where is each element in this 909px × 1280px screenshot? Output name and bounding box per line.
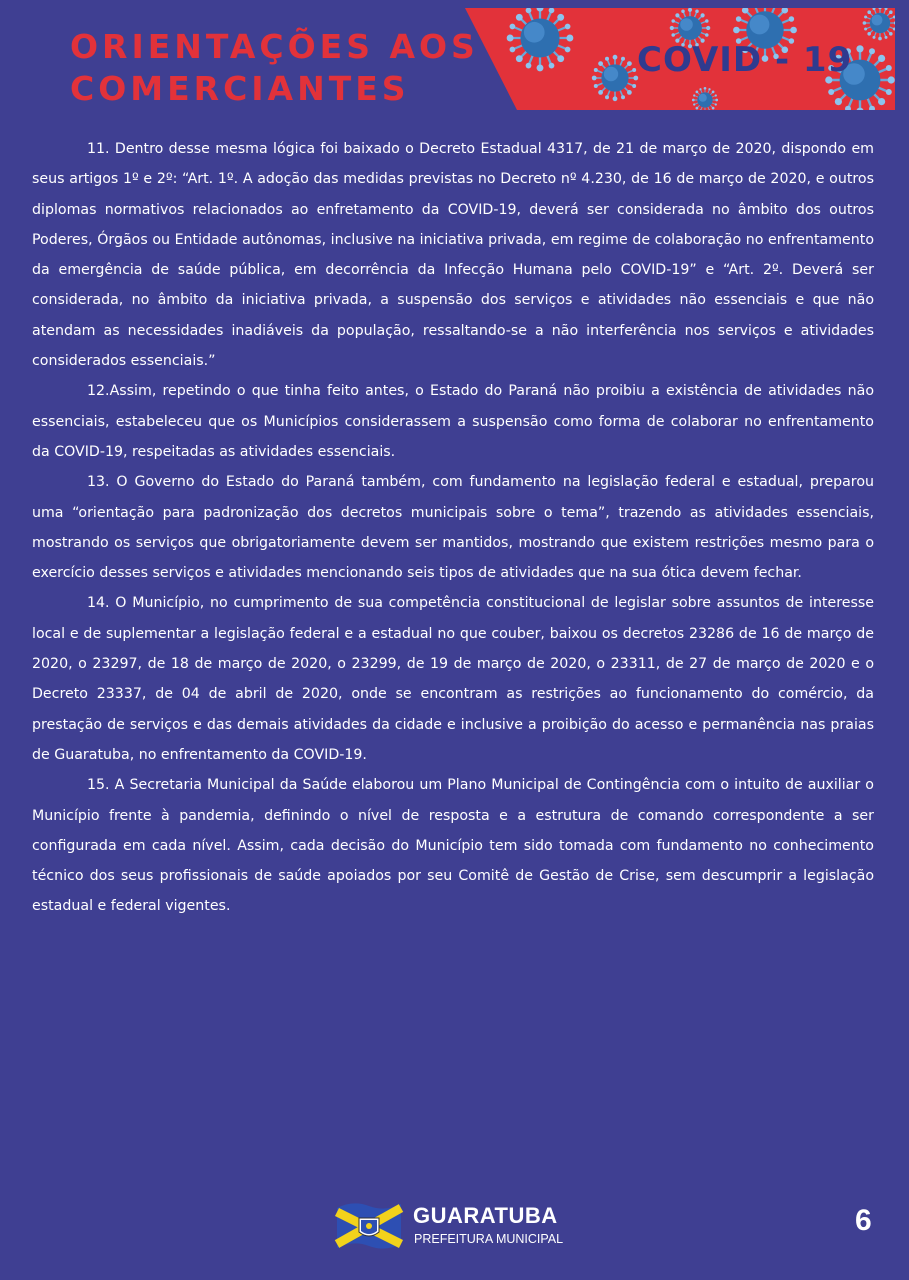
banner-covid-label: COVID - 19 bbox=[637, 40, 853, 80]
municipality-subtitle: PREFEITURA MUNICIPAL bbox=[414, 1232, 564, 1246]
guaratuba-flag-icon bbox=[333, 1198, 405, 1254]
document-body bbox=[32, 134, 874, 922]
title-line-1: ORIENTAÇÕES AOS bbox=[70, 27, 479, 66]
covid-banner bbox=[465, 8, 895, 110]
municipality-name: GUARATUBA bbox=[413, 1203, 558, 1228]
paragraph-12: 12.Assim, repetindo o que tinha feito antes, o Estado do Paraná não proibiu a existência de atividades não essenciais, estabeleceu que os Municípios considerassem a suspensão como forma de colaborar no enfrentamento da COVID-19, respeitadas as atividades essenciais. bbox=[32, 383, 874, 460]
paragraph-14: 14. O Município, no cumprimento de sua competência constitucional de legislar sobre assuntos de interesse local e de suplementar a legislação federal e a estadual no que couber, baixou os decretos 23286 de 16 de março de 2020, o 23297, de 18 de março de 2020, o 23299, de 19 de março de 2020, o 23311, de 27 de março de 2020 e o Decreto 23337, de 04 de abril de 2020, onde se encontram as restrições ao funcionamento do comércio, da prestação de serviços e das demais atividades da cidade e inclusive a proibição do acesso e permanência nas praias de Guaratuba, no enfrentamento da COVID-19. bbox=[32, 595, 874, 763]
page-title bbox=[70, 26, 479, 110]
title-line-2: COMERCIANTES bbox=[70, 69, 410, 108]
paragraph-11: 11. Dentro desse mesma lógica foi baixado o Decreto Estadual 4317, de 21 de março de 2020, dispondo em seus artigos 1º e 2º: “Art. 1º. A adoção das medidas previstas no Decreto nº 4.230, de 16 de março de 2020, e outros diplomas normativos relacionados ao enfretamento da COVID-19, deverá ser considerada no âmbito dos outros Poderes, Órgãos ou Entidade autônomas, inclusive na iniciativa privada, em regime de colaboração no enfrentamento da emergência de saúde pública, em decorrência da Infecção Humana pelo COVID-19” e “Art. 2º. Deverá ser considerada, no âmbito da iniciativa privada, a suspensão dos serviços e atividades não essenciais e que não atendam as necessidades inadiáveis da população, ressaltando-se a não interferência nos serviços e atividades considerados essenciais.” bbox=[32, 141, 874, 370]
paragraph-13: 13. O Governo do Estado do Paraná também, com fundamento na legislação federal e estadual, preparou uma “orientação para padronização dos decretos municipais sobre o tema”, trazendo as atividades essenciais, mostrando os serviços que obrigatoriamente devem ser mantidos, mostrando que existem restrições mesmo para o exercício desses serviços e atividades mencionando seis tipos de atividades que na sua ótica devem fechar. bbox=[32, 474, 874, 582]
page-number: 6 bbox=[855, 1204, 872, 1237]
paragraph-15: 15. A Secretaria Municipal da Saúde elaborou um Plano Municipal de Contingência com o intuito de auxiliar o Município frente à pandemia, definindo o nível de resposta e a estrutura de comando correspondente a ser configurada em cada nível. Assim, cada decisão do Município tem sido tomada com fundamento no conhecimento técnico dos seus profissionais de saúde apoiados por seu Comitê de Gestão de Crise, sem descumprir a legislação estadual e federal vigentes. bbox=[32, 777, 874, 915]
